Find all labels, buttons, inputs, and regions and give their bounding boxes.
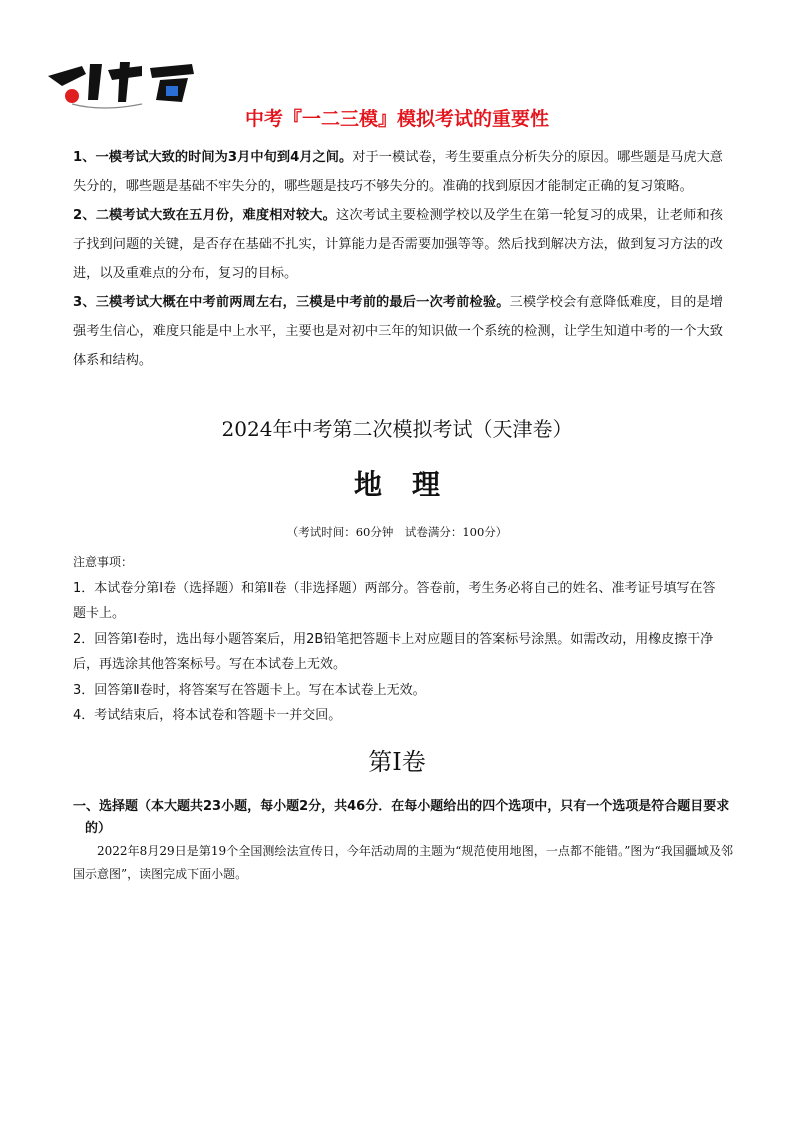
subject-title: 地理 bbox=[353, 468, 470, 501]
intro-paragraph-3 bbox=[73, 288, 723, 375]
notes-section bbox=[73, 550, 723, 729]
intro-p3-bold: 3、三模考试大概在中考前两周左右，三模是中考前的最后一次考前检验。 bbox=[73, 295, 510, 310]
intro-section bbox=[73, 143, 723, 375]
notes-item: 4．考试结束后，将本试卷和答题卡一并交回。 bbox=[73, 708, 342, 723]
intro-paragraph-1 bbox=[73, 143, 723, 201]
intro-p3-text: 三模学校会有意降低难度，目的是增强考生信心，难度只能是中上水平，主要也是对初中三年的知识做一个系统的检测，让学生知道中考的一个大致体系和结构。 bbox=[73, 295, 723, 368]
exam-title: 2024年中考第二次模拟考试（天津卷） bbox=[221, 417, 573, 441]
intro-paragraph-2 bbox=[73, 201, 723, 288]
section-choice-questions bbox=[73, 796, 733, 886]
notes-item: 2．回答第Ⅰ卷时，选出每小题答案后，用2B铅笔把答题卡上对应题目的答案标号涂黑。如需改动，用橡皮擦干净后，再选涂其他答案标号。写在本试卷上无效。 bbox=[73, 631, 714, 672]
section-heading: 一、选择题（本大题共23小题，每小题2分，共46分．在每小题给出的四个选项中，只有一个选项是符合题目要求的） bbox=[73, 799, 730, 836]
intro-p2-bold: 2、二模考试大致在五月份，难度相对较大。 bbox=[73, 208, 336, 223]
notes-item: 3．回答第Ⅱ卷时，将答案写在答题卡上。写在本试卷上无效。 bbox=[73, 682, 426, 698]
question-passage: 2022年8月29日是第19个全国测绘法宣传日，今年活动周的主题为“规范使用地图，一点都不能错。”图为“我国疆域及邻国示意图”，读图完成下面小题。 bbox=[73, 844, 733, 881]
intro-p1-text: 对于一模试卷，考生要重点分析失分的原因。哪些题是马虎大意失分的，哪些题是基础不牢失分的，哪些题是技巧不够失分的。准确的找到原因才能制定正确的复习策略。 bbox=[73, 150, 723, 194]
volume-heading: 第Ⅰ卷 bbox=[368, 748, 426, 776]
intro-p2-text: 这次考试主要检测学校以及学生在第一轮复习的成果，让老师和孩子找到问题的关键，是否存在基础不扎实，计算能力是否需要加强等等。然后找到解决方法，做到复习方法的改进，以及重难点的分布，复习的目标。 bbox=[73, 208, 723, 281]
exam-time-info: （考试时间：60分钟 试卷满分：100分） bbox=[286, 525, 508, 539]
notes-item: 1．本试卷分第Ⅰ卷（选择题）和第Ⅱ卷（非选择题）两部分。答卷前，考生务必将自己的姓名、准考证号填写在答题卡上。 bbox=[73, 580, 716, 621]
notes-heading: 注意事项： bbox=[73, 555, 134, 569]
page-title: 中考『一二三模』模拟考试的重要性 bbox=[244, 108, 549, 130]
intro-p1-bold: 1、一模考试大致的时间为3月中旬到4月之间。 bbox=[73, 150, 353, 165]
